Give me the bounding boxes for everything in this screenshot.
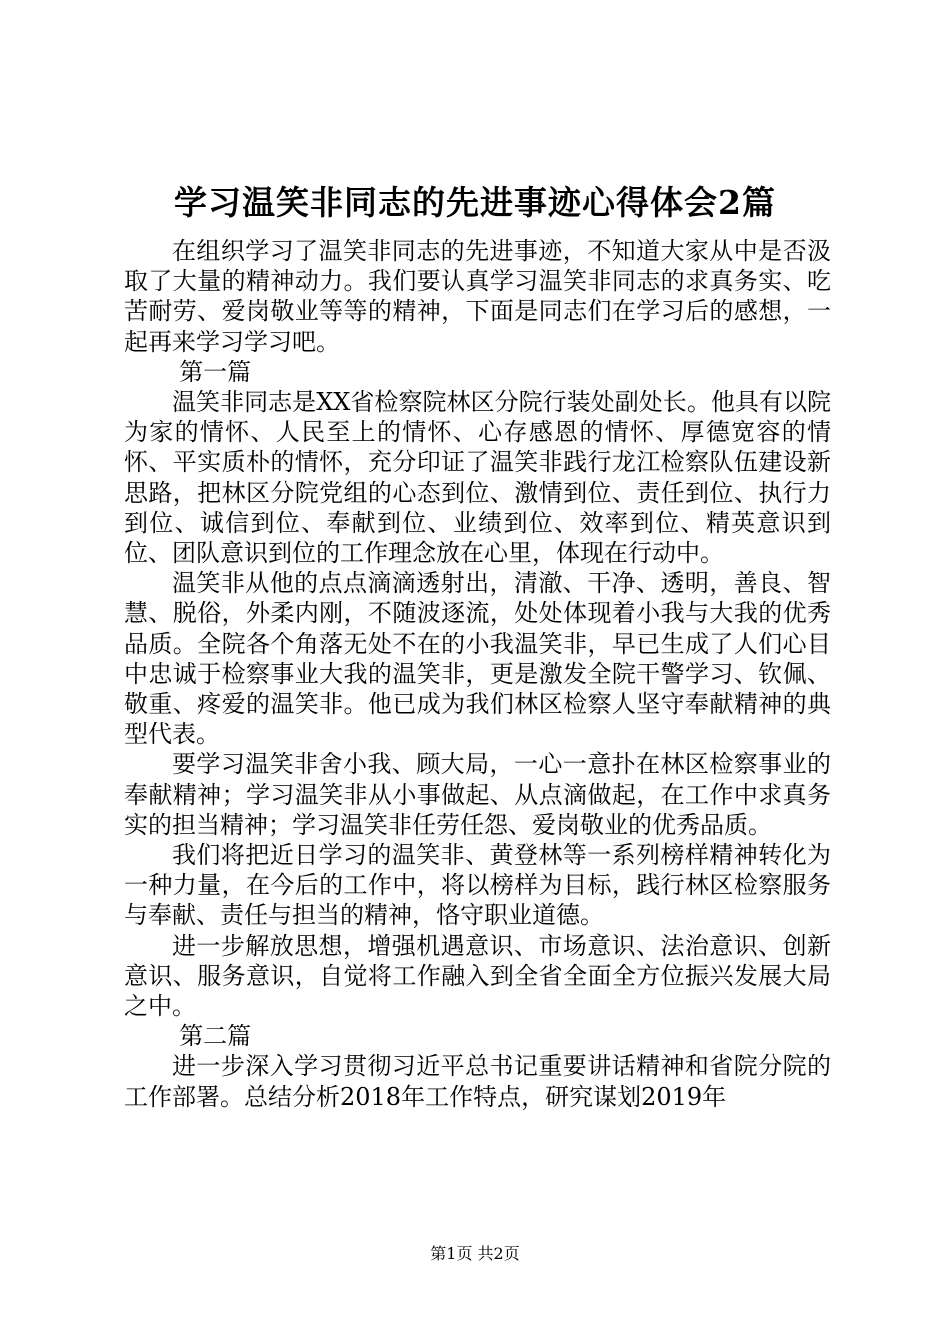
body-paragraph: 要学习温笑非舍小我、顾大局，一心一意扑在林区检察事业的奉献精神；学习温笑非从小事做起、从点滴做起，在工作中求真务实的担当精神；学习温笑非任劳任怨、爱岗敬业的优秀品质。 xyxy=(124,750,831,839)
document-title: 学习温笑非同志的先进事迹心得体会2篇 xyxy=(174,183,776,222)
section-heading-1: 第一篇 xyxy=(179,357,252,386)
body-paragraph: 进一步深入学习贯彻习近平总书记重要讲话精神和省院分院的工作部署。总结分析2018年工作特点，研究谋划2019年 xyxy=(124,1052,831,1111)
body-paragraph: 进一步解放思想，增强机遇意识、市场意识、法治意识、创新意识、服务意识，自觉将工作融入到全省全面全方位振兴发展大局之中。 xyxy=(124,931,831,1021)
body-paragraph: 温笑非同志是XX省检察院林区分院行装处副处长。他具有以院为家的情怀、人民至上的情怀、心存感恩的情怀、厚德宽容的情怀、平实质朴的情怀，充分印证了温笑非践行龙江检察队伍建设新思路，把林区分院党组的心态到位、激情到位、责任到位、执行力到位、诚信到位、奉献到位、业绩到位、效率到位、精英意识到位、团队意识到位的工作理念放在心里，体现在行动中。 xyxy=(124,388,831,568)
intro-paragraph: 在组织学习了温笑非同志的先进事迹，不知道大家从中是否汲取了大量的精神动力。我们要认真学习温笑非同志的求真务实、吃苦耐劳、爱岗敬业等等的精神，下面是同志们在学习后的感想，一起再来学习学习吧。 xyxy=(124,237,831,356)
section-heading-2: 第二篇 xyxy=(179,1022,252,1051)
page-footer: 第1页 共2页 xyxy=(430,1244,520,1263)
body-paragraph: 温笑非从他的点点滴滴透射出，清澈、干净、透明，善良、智慧、脱俗，外柔内刚，不随波逐流，处处体现着小我与大我的优秀品质。全院各个角落无处不在的小我温笑非，早已生成了人们心目中忠诚于检察事业大我的温笑非，更是激发全院干警学习、钦佩、敬重、疼爱的温笑非。他已成为我们林区检察人坚守奉献精神的典型代表。 xyxy=(124,569,831,749)
document-body xyxy=(124,236,831,1112)
body-paragraph: 我们将把近日学习的温笑非、黄登林等一系列榜样精神转化为一种力量，在今后的工作中，将以榜样为目标，践行林区检察服务与奉献、责任与担当的精神，恪守职业道德。 xyxy=(124,841,831,930)
